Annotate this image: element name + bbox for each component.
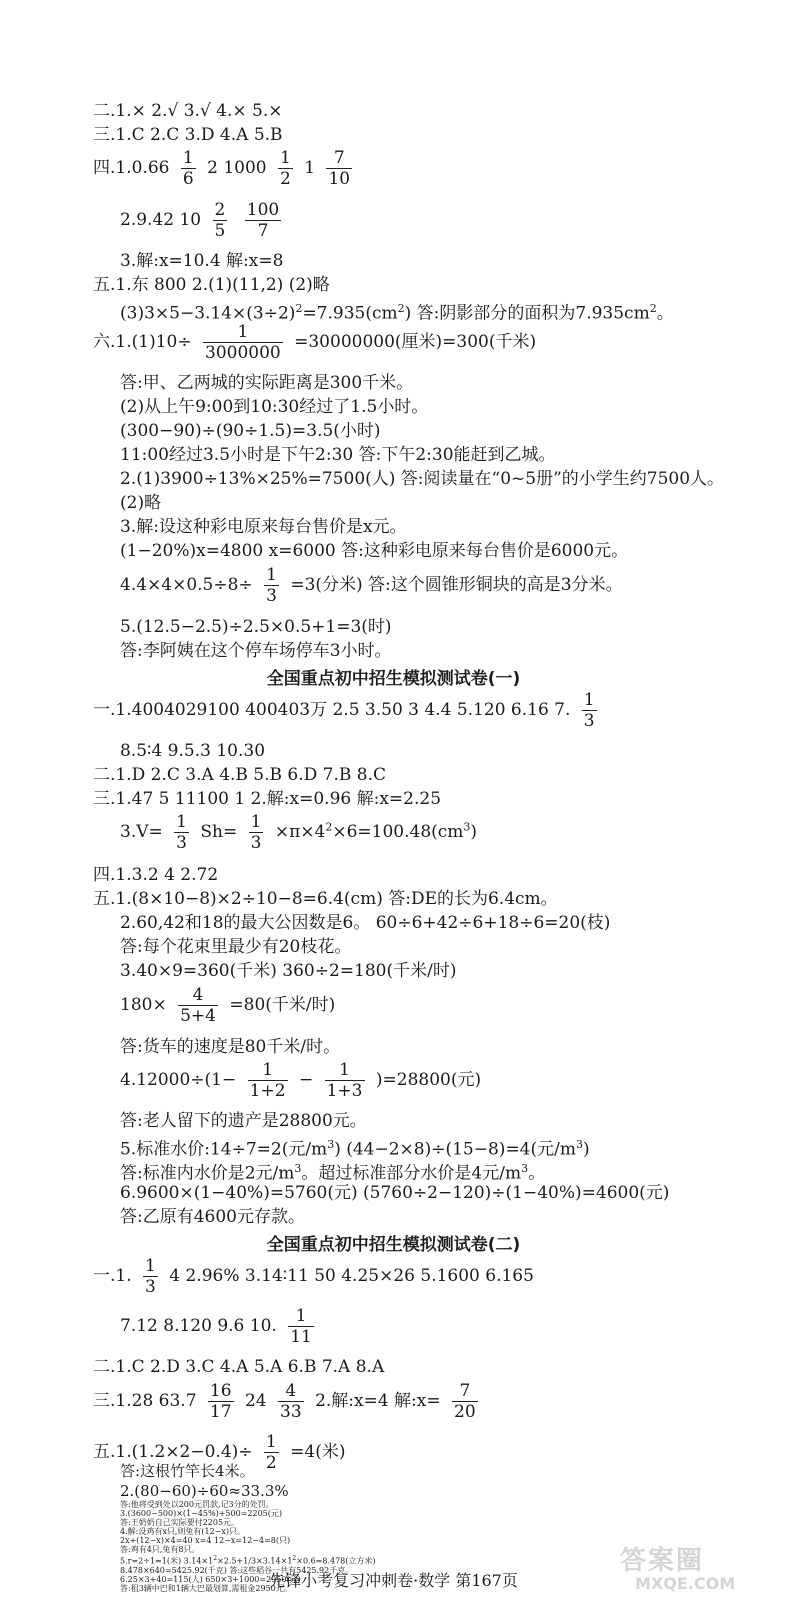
fraction: $\frac{1}{2}$ [265,1432,277,1473]
answer-line: 4.4×4×0.5÷8÷ $\frac{1}{3}$ =3(分米) 答:这个圆锥形铜块的高是3分米。 [120,565,623,606]
answer-line: 2x+(12−x)×4=40 x=4 12−x=12−4=8(只) [120,1536,291,1545]
fraction: $\frac{4}{5+4}$ [180,985,216,1026]
fraction: $\frac{1}{3}$ [266,565,277,606]
answer-line: 5.(12.5−2.5)÷2.5×0.5+1=3(时) [120,617,392,637]
answer-line: 7.12 8.120 9.6 10. $\frac{1}{11}$ [120,1306,312,1347]
answer-line: 一.1.4004029100 400403万 2.5 3.50 3 4.4 5.120 6.16 7. $\frac{1}{3}$ [93,690,595,731]
fraction: $\frac{2}{5}$ [214,200,226,241]
answer-line: 三.1.47 5 11100 1 2.解:x=0.96 解:x=2.25 [93,789,442,809]
answer-line: 答:老人留下的遗产是28800元。 [120,1111,367,1131]
answer-line: 答:标准内水价是2元$/m^3$。超过标准部分水价是4元$/m^3$。 [120,1162,546,1184]
answer-line: 3.V= $\frac{1}{3}$ Sh= $\frac{1}{3}$ $\times\pi\times 4^2\times 6=100.48(cm^3)$ [120,812,478,853]
answer-line: 6.25×3+40=115(人) 650×3+1000=2950(元) [120,1574,301,1584]
answer-line: 答:租3辆中巴和1辆大巴最划算,需租金2950元。 [120,1583,292,1593]
fraction: $\frac{16}{17}$ [209,1381,232,1422]
section-title: 全国重点初中招生模拟测试卷(二) [266,1235,521,1255]
fraction: $\frac{7}{20}$ [454,1381,476,1422]
watermark-logo [615,1540,785,1598]
answer-line: 六.1.(1)10÷ $\frac{1}{3000000}$ =30000000(厘米)=300(千米) [93,322,537,363]
section-title: 全国重点初中招生模拟测试卷(一) [266,669,521,689]
watermark-url: MXQE.COM [635,1574,736,1593]
answer-line: 五.1.东 800 2.(1)(11,2) (2)略 [93,275,330,295]
answer-line: 180× $\frac{4}{5+4}$ =80(千米/时) [120,985,336,1026]
answer-line: 一.1. $\frac{1}{3}$ 4 2.96% 3.14∶11 50 4.25×26 5.1600 6.165 [93,1256,534,1297]
answer-line: 答:他将受到处以200元罚款,记3分的处罚。 [120,1500,274,1509]
answer-line: 答:王奶奶自己实际要付2205元。 [120,1518,240,1527]
fraction: $\frac{1}{11}$ [290,1306,312,1347]
watermark-text: 答案圈 [620,1546,705,1576]
answer-line: 3.解:设这种彩电原来每台售价是x元。 [120,517,407,537]
fraction: $\frac{1}{1+3}$ [326,1060,363,1101]
answer-line: 四.1.3.2 4 2.72 [93,865,219,885]
answer-line: $(3)3\times 5-3.14\times(3\div 2)^2=7.935(cm^2)$ 答:阴影部分的面积为$7.935cm^2$。 [120,302,674,324]
answer-line: 2.60,42和18的最大公因数是6。 60÷6+42÷6+18÷6=20(枝) [120,913,611,933]
answer-line: 8.478×640=5425.92(千克) 答:这些稻谷一共有5425.92千克。 [120,1565,354,1575]
answer-line: 答:货车的速度是80千米/时。 [120,1037,341,1057]
fraction: $\frac{7}{10}$ [328,148,351,189]
fraction: $\frac{1}{1+2}$ [249,1060,286,1101]
page-footer: 先锋小考复习冲刺卷·数学 第167页 [269,1571,518,1590]
answer-line: 答:乙原有4600元存款。 [120,1207,305,1227]
answer-line: (300−90)÷(90÷1.5)=3.5(小时) [120,421,381,441]
answer-line: 2.(80−60)÷60≈33.3% [120,1482,289,1500]
answer-line: 答:每个花束里最少有20枝花。 [120,937,352,957]
answer-line: 五.1.(8×10−8)×2÷10−8=6.4(cm) 答:DE的长为6.4cm。 [93,889,558,909]
fraction: $\frac{1}{3}$ [145,1256,156,1297]
fraction: $\frac{1}{3}$ [176,812,187,853]
fraction: $\frac{1}{2}$ [280,148,291,189]
answer-line: 答:这根竹竿长4米。 [120,1462,255,1480]
answer-line: 5.r=2÷1=1(米) $3.14\times 1^2\times 2.5+1/3\times 3.14\times 1^2\times 0.6=8.478$(立方米) [120,1555,376,1566]
answer-line: 三.1.C 2.C 3.D 4.A 5.B [93,125,283,145]
fraction: $\frac{1}{3}$ [583,690,595,731]
answer-line: 11:00经过3.5小时是下午2:30 答:下午2:30能赶到乙城。 [120,445,556,465]
fraction: $\frac{1}{3}$ [250,812,262,853]
answer-line: 2.(1)3900÷13%×25%=7500(人) 答:阅读量在“0~5册”的小学生约7500人。 [120,469,725,489]
answer-line: 3.(3600−500)×(1−45%)+500=2205(元) [120,1509,283,1518]
answer-line: 五.1.(1.2×2−0.4)÷ $\frac{1}{2}$ =4(米) [93,1432,346,1473]
answer-line: 8.5∶4 9.5.3 10.30 [120,741,266,761]
answer-line: 二.1.D 2.C 3.A 4.B 5.B 6.D 7.B 8.C [93,765,387,785]
answer-line: (2)略 [120,493,162,513]
answer-line: 三.1.28 63.7 $\frac{16}{17}$ 24 $\frac{4}{33}$ 2.解:x=4 解:x= $\frac{7}{20}$ [93,1381,476,1422]
fraction: $\frac{1}{6}$ [182,148,194,189]
answer-line: (2)从上午9:00到10:30经过了1.5小时。 [120,397,429,417]
answer-line: 4.解:设鸡有x只,则兔有(12−x)只。 [120,1527,246,1536]
fraction: $\frac{100}{7}$ [246,200,280,241]
answer-line: 答:李阿姨在这个停车场停车3小时。 [120,641,392,661]
answer-line: 二.1.× 2.√ 3.√ 4.× 5.× [93,101,283,121]
answer-line: 6.9600×(1−40%)=5760(元) (5760÷2−120)÷(1−40%)=4600(元) [120,1183,670,1203]
answer-line: 5.标准水价:14÷7=2(元$/m^3$) (44−2×8)÷(15−8)=4(元$/m^3$) [120,1138,590,1160]
answer-line: (1−20%)x=4800 x=6000 答:这种彩电原来每台售价是6000元。 [120,541,629,561]
fraction: $\frac{1}{3000000}$ [205,322,281,363]
answer-line: 3.解:x=10.4 解:x=8 [120,251,284,271]
fraction: $\frac{4}{33}$ [280,1381,302,1422]
answer-line: 4.12000÷(1− $\frac{1}{1+2}$ − $\frac{1}{1+3}$ )=28800(元) [120,1060,482,1101]
answer-line: 二.1.C 2.D 3.C 4.A 5.A 6.B 7.A 8.A [93,1357,385,1377]
answer-line: 答:鸡有4只,兔有8只。 [120,1545,200,1554]
answer-line: 3.40×9=360(千米) 360÷2=180(千米/时) [120,961,457,981]
answer-line: 2.9.42 10 $\frac{2}{5}$ $\frac{100}{7}$ [120,200,280,241]
answer-line: 答:甲、乙两城的实际距离是300千米。 [120,373,414,393]
answer-line: 四.1.0.66 $\frac{1}{6}$ 2 1000 $\frac{1}{2}$ 1 $\frac{7}{10}$ [93,148,351,189]
